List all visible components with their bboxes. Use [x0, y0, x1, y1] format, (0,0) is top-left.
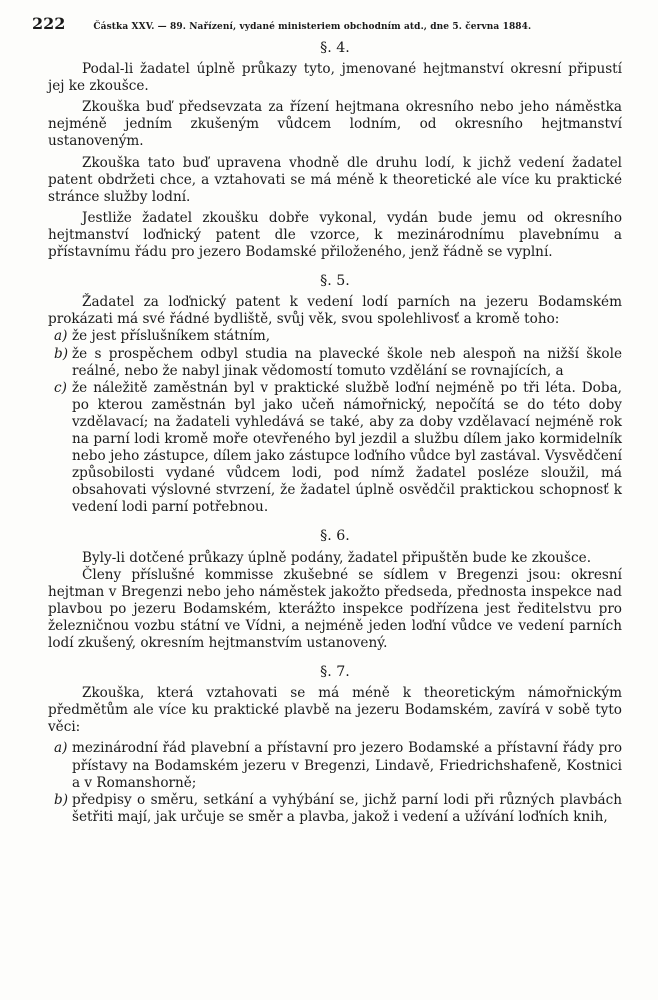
item-text: že s prospěchem odbyl studia na plavecké škole neb alespoň na nižší škole reálné, nebo že nabyl jinak vědomostí tomuto vzdělání se rovnajících, a [72, 345, 622, 379]
paragraph: Zkouška buď předsevzata za řízení hejtmana okresního nebo jeho náměstka nejméně jedním zkušeným vůdcem lodním, od okresního hejtmanství ustanoveným. [48, 99, 622, 150]
page-header [32, 14, 618, 34]
paragraph: Byly-li dotčené průkazy úplně podány, žadatel připuštěn bude ke zkoušce. [82, 549, 592, 566]
item-marker: a) [54, 328, 68, 345]
page-number: 222 [32, 14, 66, 33]
item-text: že jest příslušníkem státním, [72, 328, 271, 345]
section-title-4: §. 4. [320, 40, 350, 56]
paragraph: Členy příslušné kommisse zkušebné se sídlem v Bregenzi jsou: okresní hejtman v Bregenzi nebo jeho náměstek jakožto předseda, přednosta inspekce nad plavbou po jezeru Bodamském, kterážto inspekce podřízena jest ředitelstvu pro železničnou vozbu státní ve Vídni, a nejméně jeden loďní vůdce ve vedení parních lodí zkušený, okresním hejtmanstvím ustanovený. [48, 566, 622, 651]
list-item [48, 346, 622, 380]
section-intro: Zkouška, která vztahovati se má méně k theoretickým námořnickým předmětům ale více ku praktické plavbě na jezeru Bodamském, zavírá v sobě tyto věci: [48, 685, 622, 736]
section-intro: Žadatel za loďnický patent k vedení lodí parních na jezeru Bodamském prokázati má své řádné bydliště, svůj věk, svou spolehlivosť a kromě toho: [48, 294, 622, 328]
document-body [48, 38, 622, 826]
paragraph: Podal-li žadatel úplně průkazy tyto, jmenované hejtmanství okresní připustí jej ke zkoušce. [48, 61, 622, 95]
item-marker: b) [54, 791, 69, 808]
running-head: Částka XXV. — 89. Nařízení, vydané ministeriem obchodním atd., dne 5. června 1884. [93, 22, 532, 32]
list-item [48, 328, 622, 345]
item-text: předpisy o směru, setkání a vyhýbání se, jichž parní lodi při různých plavbách šetřiti mají, jak určuje se směr a plavba, jakož i vedení a užívání loďních knih, [72, 791, 622, 825]
item-text: mezinárodní řád plavební a přístavní pro jezero Bodamské a přístavní řády pro přístavy na Bodamském jezeru v Bregenzi, Lindavě, Friedrichshafeně, Kostnici a v Romanshorně; [72, 740, 622, 791]
item-marker: b) [54, 345, 69, 362]
paragraph: Zkouška tato buď upravena vhodně dle druhu lodí, k jichž vedení žadatel patent obdržeti chce, a vztahovati se má méně k theoretické ale více ku praktické stránce služby lodní. [48, 154, 622, 205]
paragraph: Jestliže žadatel zkoušku dobře vykonal, vydán bude jemu od okresního hejtmanství loďnický patent dle vzorce, k mezinárodnímu plavebnímu a přístavnímu řádu pro jezero Bodamské přiloženého, jenž řádně se vyplní. [48, 209, 622, 261]
item-marker: a) [54, 740, 68, 757]
section-title-5: §. 5. [320, 273, 350, 290]
list-item [48, 792, 622, 826]
section-title-6: §. 6. [320, 528, 350, 545]
list-item [48, 740, 622, 791]
section-title-7: §. 7. [320, 664, 350, 681]
item-marker: c) [54, 379, 67, 396]
item-text: že náležitě zaměstnán byl v praktické službě loďní nejméně po tři léta. Doba, po kterou zaměstnán byl jako učeň námořnický, nepočítá se do této doby vzdělavací; na žadateli vyhledává se také, aby za doby vzdělavací nejméně rok na parní lodi kromě moře otevřeného byl jezdil a službu dílem jako kormidelník nebo jeho zástupce, dílem jako zástupce loďního vůdce byl zastával. Vysvědčení způsobilosti vydané vůdcem lodi, pod nímž žadatel posléze sloužil, má obsahovati výslovné stvrzení, že žadatel úplně osvědčil praktickou schopnosť k vedení lodi parní potřebnou. [72, 379, 622, 516]
list-item [48, 380, 622, 517]
